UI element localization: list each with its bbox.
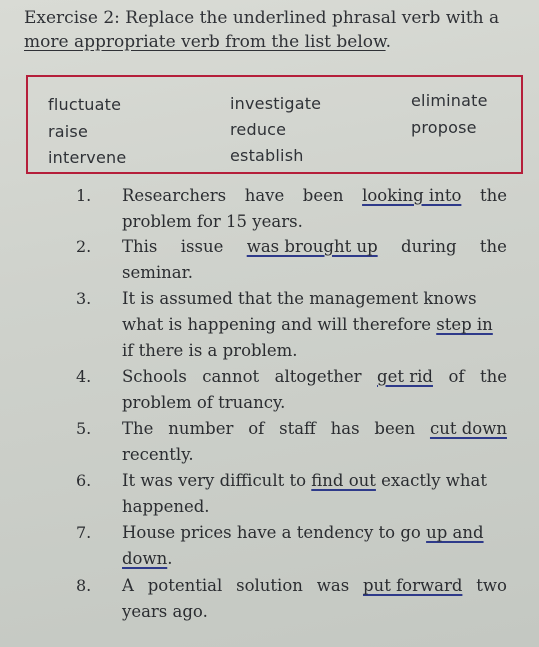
word: This <box>122 237 158 256</box>
word: of <box>248 419 265 438</box>
item-number: 5. <box>76 419 92 438</box>
word: potential <box>147 576 223 595</box>
word: during <box>401 237 457 256</box>
item-line-1 <box>122 367 507 386</box>
underlined-phrasal-verb: get rid <box>377 367 433 386</box>
item-line-2: problem for 15 years. <box>122 212 303 231</box>
title-line-2-text: more appropriate verb from the list below <box>24 32 386 52</box>
word: the <box>479 237 507 256</box>
item-line-2: seminar. <box>122 263 193 282</box>
item-line-2 <box>122 549 173 568</box>
item-line-1 <box>122 523 484 542</box>
word: A <box>122 576 134 595</box>
item-number: 4. <box>76 367 92 386</box>
word: Schools <box>122 367 187 386</box>
word: was <box>316 576 350 595</box>
word: Researchers <box>122 186 227 205</box>
underlined-phrasal-verb: looking into <box>362 186 462 205</box>
title-line-2 <box>24 30 524 54</box>
word-fluctuate: fluctuate <box>48 95 122 114</box>
word-eliminate: eliminate <box>411 91 488 110</box>
word: two <box>476 576 507 595</box>
exercise-title <box>24 6 524 54</box>
item-line-1: It is assumed that the management knows <box>122 289 477 308</box>
underlined-phrasal-verb: step in <box>436 315 493 334</box>
word: staff <box>279 419 316 438</box>
item-number: 6. <box>76 471 92 490</box>
word: have <box>244 186 285 205</box>
word-raise: raise <box>48 122 89 141</box>
underlined-phrasal-verb: put forward <box>363 576 463 595</box>
item-line-1 <box>122 186 507 205</box>
item-line-2: years ago. <box>122 602 208 621</box>
underlined-phrasal-verb-continued: down <box>122 549 168 568</box>
item-text: It was very difficult to <box>122 471 312 490</box>
underlined-phrasal-verb: up and <box>426 523 484 542</box>
word-establish: establish <box>230 146 304 165</box>
underlined-phrasal-verb: was brought up <box>246 237 378 256</box>
item-number: 2. <box>76 237 92 256</box>
word-reduce: reduce <box>230 120 287 139</box>
word: solution <box>236 576 303 595</box>
title-line-1: Exercise 2: Replace the underlined phrasal verb with a <box>24 8 500 28</box>
item-line-2: happened. <box>122 497 210 516</box>
item-number: 8. <box>76 576 92 595</box>
word: The <box>122 419 154 438</box>
word: has <box>330 419 360 438</box>
word-propose: propose <box>411 118 477 137</box>
item-line-3: if there is a problem. <box>122 341 298 360</box>
word-investigate: investigate <box>230 94 322 113</box>
word: altogether <box>274 367 362 386</box>
word: been <box>374 419 416 438</box>
item-line-1 <box>122 419 507 438</box>
word: cannot <box>202 367 260 386</box>
item-text: House prices have a tendency to go <box>122 523 427 542</box>
item-text: what is happening and will therefore <box>122 315 437 334</box>
underlined-phrasal-verb: cut down <box>429 419 507 438</box>
underlined-phrasal-verb: find out <box>311 471 376 490</box>
item-line-2: recently. <box>122 445 194 464</box>
word-intervene: intervene <box>48 148 127 167</box>
item-number: 1. <box>76 186 92 205</box>
item-line-2 <box>122 315 493 334</box>
item-line-1 <box>122 471 487 490</box>
word: of <box>448 367 465 386</box>
item-number: 3. <box>76 289 92 308</box>
word: been <box>302 186 344 205</box>
title-period: . <box>385 32 391 52</box>
item-text: exactly what <box>375 471 488 490</box>
item-line-1 <box>122 576 507 595</box>
word: the <box>479 367 507 386</box>
item-text: . <box>167 549 173 568</box>
word: issue <box>180 237 224 256</box>
item-number: 7. <box>76 523 92 542</box>
word: number <box>168 419 234 438</box>
word: the <box>479 186 507 205</box>
item-line-2: problem of truancy. <box>122 393 286 412</box>
item-line-1 <box>122 237 507 256</box>
